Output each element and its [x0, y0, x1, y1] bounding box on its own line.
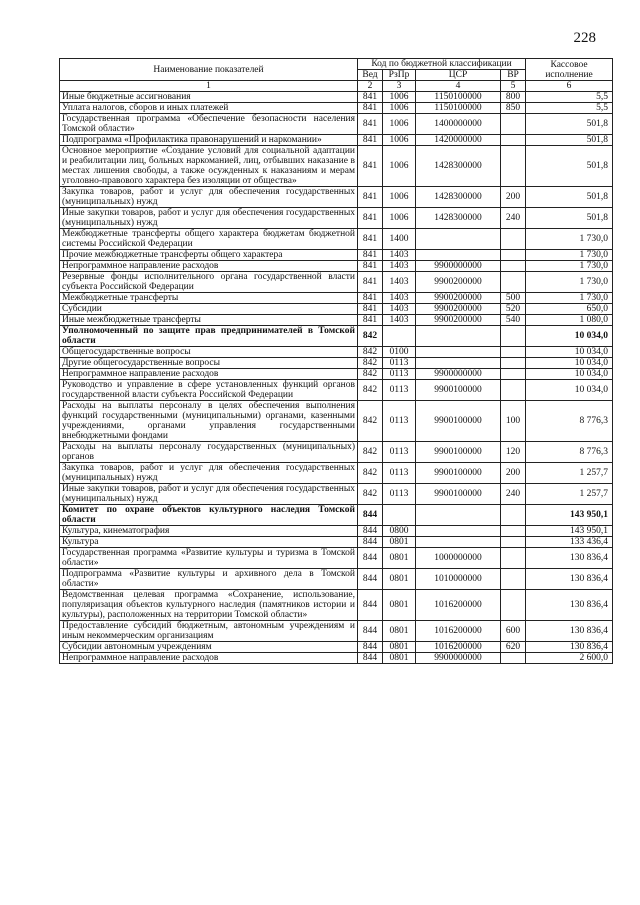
col-index: 3	[383, 81, 416, 92]
row-rzpr: 1006	[383, 103, 416, 114]
row-ved: 841	[358, 304, 383, 315]
row-rzpr: 0801	[383, 548, 416, 569]
row-name: Резервные фонды исполнительного органа государственной власти субъекта Российской Федерации	[60, 272, 358, 293]
row-csr: 1016200000	[416, 642, 501, 653]
row-ved: 841	[358, 208, 383, 229]
row-csr: 9900100000	[416, 401, 501, 442]
row-amount: 1 730,0	[526, 229, 613, 250]
row-amount: 130 836,4	[526, 642, 613, 653]
table-header	[60, 59, 613, 81]
col-index: 1	[60, 81, 358, 92]
row-amount: 130 836,4	[526, 590, 613, 621]
row-vr: 240	[501, 484, 526, 505]
table-row	[60, 326, 613, 347]
table-row	[60, 548, 613, 569]
table-row	[60, 369, 613, 380]
row-name: Иные бюджетные ассигнования	[60, 92, 358, 103]
row-ved: 844	[358, 548, 383, 569]
row-csr: 9900200000	[416, 304, 501, 315]
row-rzpr: 1403	[383, 261, 416, 272]
row-csr: 1016200000	[416, 621, 501, 642]
table-row	[60, 569, 613, 590]
row-ved: 844	[358, 526, 383, 537]
table-row	[60, 315, 613, 326]
row-csr	[416, 358, 501, 369]
row-name: Непрограммное направление расходов	[60, 369, 358, 380]
row-amount: 1 257,7	[526, 484, 613, 505]
row-csr: 9900100000	[416, 442, 501, 463]
row-ved: 844	[358, 642, 383, 653]
row-rzpr: 1006	[383, 135, 416, 146]
row-vr: 200	[501, 463, 526, 484]
row-ved: 841	[358, 315, 383, 326]
row-name: Непрограммное направление расходов	[60, 653, 358, 664]
row-name: Непрограммное направление расходов	[60, 261, 358, 272]
row-name: Расходы на выплаты персоналу в целях обеспечения выполнения функций государственными (муниципальными) органами, казенными учреждениями, органами управления государственными внебюджетными фондами	[60, 401, 358, 442]
row-csr: 1428300000	[416, 187, 501, 208]
row-rzpr: 0800	[383, 526, 416, 537]
row-name: Уплата налогов, сборов и иных платежей	[60, 103, 358, 114]
row-rzpr: 0113	[383, 401, 416, 442]
row-name: Государственная программа «Обеспечение безопасности населения Томской области»	[60, 114, 358, 135]
table-row	[60, 208, 613, 229]
row-vr	[501, 526, 526, 537]
row-ved: 841	[358, 146, 383, 187]
row-ved: 841	[358, 92, 383, 103]
row-amount: 5,5	[526, 92, 613, 103]
row-rzpr: 1403	[383, 315, 416, 326]
header-code-group: Код по бюджетной классификации	[358, 59, 526, 70]
page-number: 228	[573, 30, 596, 46]
table-row	[60, 537, 613, 548]
row-name: Субсидии	[60, 304, 358, 315]
row-name: Культура	[60, 537, 358, 548]
row-rzpr: 1403	[383, 272, 416, 293]
row-ved: 842	[358, 401, 383, 442]
table-row	[60, 401, 613, 442]
row-rzpr: 1403	[383, 304, 416, 315]
row-ved: 841	[358, 103, 383, 114]
row-rzpr: 1403	[383, 250, 416, 261]
row-ved: 841	[358, 187, 383, 208]
row-vr	[501, 146, 526, 187]
row-ved: 842	[358, 326, 383, 347]
row-vr	[501, 569, 526, 590]
row-amount: 143 950,1	[526, 526, 613, 537]
row-vr: 600	[501, 621, 526, 642]
row-rzpr: 1400	[383, 229, 416, 250]
row-amount: 10 034,0	[526, 369, 613, 380]
row-amount: 501,8	[526, 135, 613, 146]
row-vr	[501, 590, 526, 621]
table-row	[60, 380, 613, 401]
row-ved: 842	[358, 380, 383, 401]
row-ved: 842	[358, 358, 383, 369]
table-row	[60, 442, 613, 463]
row-csr: 1150100000	[416, 103, 501, 114]
row-vr	[501, 272, 526, 293]
row-vr	[501, 326, 526, 347]
row-vr	[501, 229, 526, 250]
row-rzpr: 0801	[383, 537, 416, 548]
row-csr: 1420000000	[416, 135, 501, 146]
table-row	[60, 229, 613, 250]
row-rzpr: 0113	[383, 358, 416, 369]
row-amount: 10 034,0	[526, 347, 613, 358]
row-vr: 520	[501, 304, 526, 315]
table-row	[60, 92, 613, 103]
table-body	[60, 81, 613, 664]
table-row	[60, 484, 613, 505]
row-csr: 1016200000	[416, 590, 501, 621]
row-amount: 1 730,0	[526, 261, 613, 272]
row-vr	[501, 369, 526, 380]
row-name: Другие общегосударственные вопросы	[60, 358, 358, 369]
row-amount: 5,5	[526, 103, 613, 114]
row-csr: 1010000000	[416, 569, 501, 590]
row-vr: 500	[501, 293, 526, 304]
table-row	[60, 621, 613, 642]
header-csr: ЦСР	[416, 70, 501, 81]
row-vr	[501, 537, 526, 548]
col-index: 2	[358, 81, 383, 92]
row-csr	[416, 505, 501, 526]
row-rzpr: 1006	[383, 208, 416, 229]
row-name: Комитет по охране объектов культурного наследия Томской области	[60, 505, 358, 526]
column-index-row	[60, 81, 613, 92]
row-csr: 9900200000	[416, 315, 501, 326]
table-row	[60, 114, 613, 135]
row-rzpr: 1006	[383, 114, 416, 135]
row-ved: 844	[358, 653, 383, 664]
table-row	[60, 358, 613, 369]
row-amount: 501,8	[526, 187, 613, 208]
table-row	[60, 261, 613, 272]
table-row	[60, 146, 613, 187]
row-amount: 1 257,7	[526, 463, 613, 484]
row-rzpr	[383, 326, 416, 347]
row-name: Межбюджетные трансферты общего характера бюджетам бюджетной системы Российской Федерации	[60, 229, 358, 250]
row-csr: 9900100000	[416, 380, 501, 401]
row-amount: 10 034,0	[526, 358, 613, 369]
row-amount: 10 034,0	[526, 326, 613, 347]
row-rzpr: 0113	[383, 442, 416, 463]
row-name: Закупка товаров, работ и услуг для обеспечения государственных (муниципальных) нужд	[60, 187, 358, 208]
table-row	[60, 304, 613, 315]
row-ved: 844	[358, 537, 383, 548]
row-ved: 842	[358, 369, 383, 380]
row-rzpr: 1006	[383, 187, 416, 208]
row-rzpr: 0100	[383, 347, 416, 358]
col-index: 6	[526, 81, 613, 92]
row-ved: 844	[358, 590, 383, 621]
row-csr: 9900000000	[416, 653, 501, 664]
row-csr	[416, 537, 501, 548]
row-csr: 9900200000	[416, 293, 501, 304]
row-rzpr: 1403	[383, 293, 416, 304]
row-csr: 1150100000	[416, 92, 501, 103]
table-row	[60, 347, 613, 358]
row-amount: 2 600,0	[526, 653, 613, 664]
table-row	[60, 653, 613, 664]
row-csr: 9900000000	[416, 369, 501, 380]
row-name: Руководство и управление в сфере установленных функций органов государственной власти субъекта Российской Федерации	[60, 380, 358, 401]
row-name: Подпрограмма «Профилактика правонарушений и наркомании»	[60, 135, 358, 146]
row-vr: 620	[501, 642, 526, 653]
row-rzpr: 0113	[383, 463, 416, 484]
row-name: Государственная программа «Развитие культуры и туризма в Томской области»	[60, 548, 358, 569]
row-vr: 120	[501, 442, 526, 463]
row-vr: 100	[501, 401, 526, 442]
row-rzpr: 0113	[383, 369, 416, 380]
row-rzpr	[383, 505, 416, 526]
row-ved: 841	[358, 229, 383, 250]
row-vr	[501, 653, 526, 664]
header-ved: Вед	[358, 70, 383, 81]
row-name: Иные межбюджетные трансферты	[60, 315, 358, 326]
row-csr: 9900000000	[416, 261, 501, 272]
row-rzpr: 0113	[383, 380, 416, 401]
table-row	[60, 250, 613, 261]
row-rzpr: 0801	[383, 642, 416, 653]
row-csr: 1428300000	[416, 146, 501, 187]
row-ved: 842	[358, 347, 383, 358]
row-csr: 9900100000	[416, 484, 501, 505]
col-index: 5	[501, 81, 526, 92]
row-vr: 800	[501, 92, 526, 103]
row-amount: 10 034,0	[526, 380, 613, 401]
row-rzpr: 1006	[383, 92, 416, 103]
table-row	[60, 526, 613, 537]
row-csr	[416, 229, 501, 250]
row-ved: 841	[358, 114, 383, 135]
row-ved: 844	[358, 569, 383, 590]
row-amount: 130 836,4	[526, 548, 613, 569]
row-amount: 1 730,0	[526, 272, 613, 293]
row-name: Подпрограмма «Развитие культуры и архивного дела в Томской области»	[60, 569, 358, 590]
table-row	[60, 272, 613, 293]
row-vr	[501, 505, 526, 526]
row-csr: 1000000000	[416, 548, 501, 569]
row-vr: 240	[501, 208, 526, 229]
row-amount: 501,8	[526, 114, 613, 135]
row-rzpr: 1006	[383, 146, 416, 187]
row-csr	[416, 347, 501, 358]
row-name: Расходы на выплаты персоналу государственных (муниципальных) органов	[60, 442, 358, 463]
row-rzpr: 0801	[383, 569, 416, 590]
row-name: Уполномоченный по защите прав предпринимателей в Томской области	[60, 326, 358, 347]
table-row	[60, 187, 613, 208]
row-csr	[416, 250, 501, 261]
row-vr	[501, 347, 526, 358]
row-vr	[501, 548, 526, 569]
row-name: Закупка товаров, работ и услуг для обеспечения государственных (муниципальных) нужд	[60, 463, 358, 484]
row-amount: 130 836,4	[526, 621, 613, 642]
row-vr	[501, 250, 526, 261]
row-amount: 130 836,4	[526, 569, 613, 590]
row-name: Основное мероприятие «Создание условий для социальной адаптации и реабилитации лиц, больных наркоманией, лиц, отбывших наказание в местах лишения свободы, а также осужденных к наказаниям и мерам уголовно-правового характера без изоляции от общества»	[60, 146, 358, 187]
table-row	[60, 463, 613, 484]
row-vr: 200	[501, 187, 526, 208]
row-name: Прочие межбюджетные трансферты общего характера	[60, 250, 358, 261]
table-row	[60, 505, 613, 526]
table-row	[60, 642, 613, 653]
row-vr	[501, 358, 526, 369]
row-vr	[501, 380, 526, 401]
row-rzpr: 0113	[383, 484, 416, 505]
row-amount: 8 776,3	[526, 442, 613, 463]
row-csr: 9900200000	[416, 272, 501, 293]
row-csr: 1400000000	[416, 114, 501, 135]
row-vr: 540	[501, 315, 526, 326]
row-amount: 650,0	[526, 304, 613, 315]
row-amount: 143 950,1	[526, 505, 613, 526]
table-row	[60, 590, 613, 621]
header-amount: Кассовое исполнение	[526, 59, 613, 81]
row-ved: 842	[358, 484, 383, 505]
row-amount: 501,8	[526, 146, 613, 187]
col-index: 4	[416, 81, 501, 92]
row-ved: 841	[358, 261, 383, 272]
row-vr	[501, 135, 526, 146]
row-ved: 841	[358, 293, 383, 304]
row-ved: 844	[358, 621, 383, 642]
row-rzpr: 0801	[383, 621, 416, 642]
row-amount: 1 080,0	[526, 315, 613, 326]
row-amount: 501,8	[526, 208, 613, 229]
row-csr: 1428300000	[416, 208, 501, 229]
row-ved: 842	[358, 463, 383, 484]
row-amount: 1 730,0	[526, 293, 613, 304]
row-name: Культура, кинематография	[60, 526, 358, 537]
row-name: Иные закупки товаров, работ и услуг для обеспечения государственных (муниципальных) нужд	[60, 208, 358, 229]
row-vr	[501, 114, 526, 135]
budget-table	[59, 58, 613, 664]
row-ved: 841	[358, 272, 383, 293]
row-csr	[416, 526, 501, 537]
row-csr: 9900100000	[416, 463, 501, 484]
row-ved: 841	[358, 135, 383, 146]
row-ved: 844	[358, 505, 383, 526]
row-vr	[501, 261, 526, 272]
row-rzpr: 0801	[383, 653, 416, 664]
row-amount: 133 436,4	[526, 537, 613, 548]
header-name: Наименование показателей	[60, 59, 358, 81]
table-row	[60, 135, 613, 146]
table-row	[60, 103, 613, 114]
row-amount: 1 730,0	[526, 250, 613, 261]
row-ved: 841	[358, 250, 383, 261]
row-name: Межбюджетные трансферты	[60, 293, 358, 304]
header-rzpr: РзПр	[383, 70, 416, 81]
row-csr	[416, 326, 501, 347]
row-vr: 850	[501, 103, 526, 114]
row-name: Ведомственная целевая программа «Сохранение, использование, популяризация объектов культурного наследия (памятников истории и культуры), расположенных на территории Томской области»	[60, 590, 358, 621]
row-amount: 8 776,3	[526, 401, 613, 442]
row-name: Общегосударственные вопросы	[60, 347, 358, 358]
row-ved: 842	[358, 442, 383, 463]
row-rzpr: 0801	[383, 590, 416, 621]
table-row	[60, 293, 613, 304]
row-name: Иные закупки товаров, работ и услуг для обеспечения государственных (муниципальных) нужд	[60, 484, 358, 505]
row-name: Субсидии автономным учреждениям	[60, 642, 358, 653]
row-name: Предоставление субсидий бюджетным, автономным учреждениям и иным некоммерческим организациям	[60, 621, 358, 642]
header-vr: ВР	[501, 70, 526, 81]
